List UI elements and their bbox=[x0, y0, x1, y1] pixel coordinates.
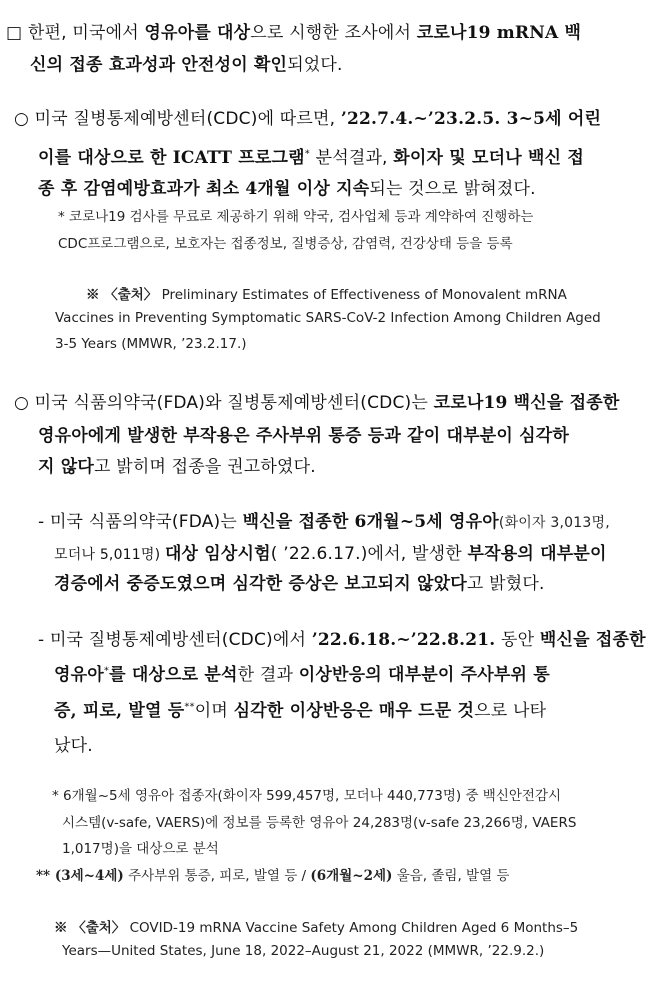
checkbox-square-icon: □ bbox=[6, 23, 23, 43]
s1-source-line-1: ※ 〈출처〉 Preliminary Estimates of Effectiveness of Monovalent mRNA bbox=[86, 287, 567, 303]
s2-dash2-line-3: 증, 피로, 발열 등**이며 심각한 이상반응은 매우 드문 것으로 나타 bbox=[54, 701, 547, 721]
source-label: ※ 〈출처〉 bbox=[54, 920, 126, 936]
s1-line-2: 이를 대상으로 한 ICATT 프로그램* 분석결과, 화이자 및 모더나 백신 접 bbox=[38, 148, 584, 168]
s2-source-line-1: ※ 〈출처〉 COVID-19 mRNA Vaccine Safety Among Children Aged 6 Months–5 bbox=[54, 920, 579, 936]
s2-line-1: ○ 미국 식품의약국(FDA)와 질병통제예방센터(CDC)는 코로나19 백신을 접종한 bbox=[14, 393, 620, 413]
circle-bullet-icon: ○ bbox=[14, 109, 30, 129]
s1-source-line-2: Vaccines in Preventing Symptomatic SARS-CoV-2 Infection Among Children Aged bbox=[55, 310, 601, 326]
s2-dash2-line-1: - 미국 질병통제예방센터(CDC)에서 ’22.6.18.~’22.8.21. 동안 백신을 접종한 bbox=[38, 630, 646, 650]
s2-dash2-line-4: 났다. bbox=[54, 736, 93, 756]
s2-line-2: 영유아에게 발생한 부작용은 주사부위 통증 등과 같이 대부분이 심각하 bbox=[38, 426, 569, 446]
s1-line-1: ○ 미국 질병통제예방센터(CDC)에 따르면, ’22.7.4.~’23.2.5. 3~5세 어린 bbox=[14, 109, 602, 129]
s1-footnote-line-2: CDC프로그램으로, 보호자는 접종정보, 질병증상, 감염력, 건강상태 등을 등록 bbox=[58, 236, 513, 252]
circle-bullet-icon: ○ bbox=[14, 393, 30, 413]
s1-footnote-line-1: * 코로나19 검사를 무료로 제공하기 위해 약국, 검사업체 등과 계약하여 진행하는 bbox=[58, 209, 534, 225]
s2-dash1-line-3: 경증에서 중증도였으며 심각한 증상은 보고되지 않았다고 밝혔다. bbox=[54, 574, 545, 594]
source-label: ※ 〈출처〉 bbox=[86, 287, 158, 303]
s2-footnote1-line-1: * 6개월~5세 영유아 접종자(화이자 599,457명, 모더나 440,773명) 중 백신안전감시 bbox=[52, 788, 562, 804]
intro-line-2: 신의 접종 효과성과 안전성이 확인되었다. bbox=[30, 55, 343, 75]
intro-line-1: □ 한편, 미국에서 영유아를 대상으로 시행한 조사에서 코로나19 mRNA 백 bbox=[6, 23, 582, 43]
s2-dash1-line-1: - 미국 식품의약국(FDA)는 백신을 접종한 6개월~5세 영유아(화이자 3,013명, bbox=[38, 512, 610, 532]
s2-source-line-2: Years—United States, June 18, 2022–August 21, 2022 (MMWR, ’22.9.2.) bbox=[62, 943, 545, 959]
s2-dash1-line-2: 모더나 5,011명) 대상 임상시험( ’22.6.17.)에서, 발생한 부작용의 대부분이 bbox=[54, 544, 607, 564]
s2-footnote2: ** (3세~4세) 주사부위 통증, 피로, 발열 등 / (6개월~2세) 울음, 졸림, 발열 등 bbox=[36, 868, 510, 884]
s1-source-line-3: 3-5 Years (MMWR, ’23.2.17.) bbox=[55, 336, 247, 352]
s2-footnote1-line-2: 시스템(v-safe, VAERS)에 정보를 등록한 영유아 24,283명(v-safe 23,266명, VAERS bbox=[62, 815, 577, 831]
s1-line-3: 종 후 감염예방효과가 최소 4개월 이상 지속되는 것으로 밝혀졌다. bbox=[38, 179, 536, 199]
s2-dash2-line-2: 영유아*를 대상으로 분석한 결과 이상반응의 대부분이 주사부위 통 bbox=[54, 665, 550, 685]
s2-footnote1-line-3: 1,017명)을 대상으로 분석 bbox=[62, 841, 219, 857]
s2-line-3: 지 않다고 밝히며 접종을 권고하였다. bbox=[38, 457, 316, 477]
